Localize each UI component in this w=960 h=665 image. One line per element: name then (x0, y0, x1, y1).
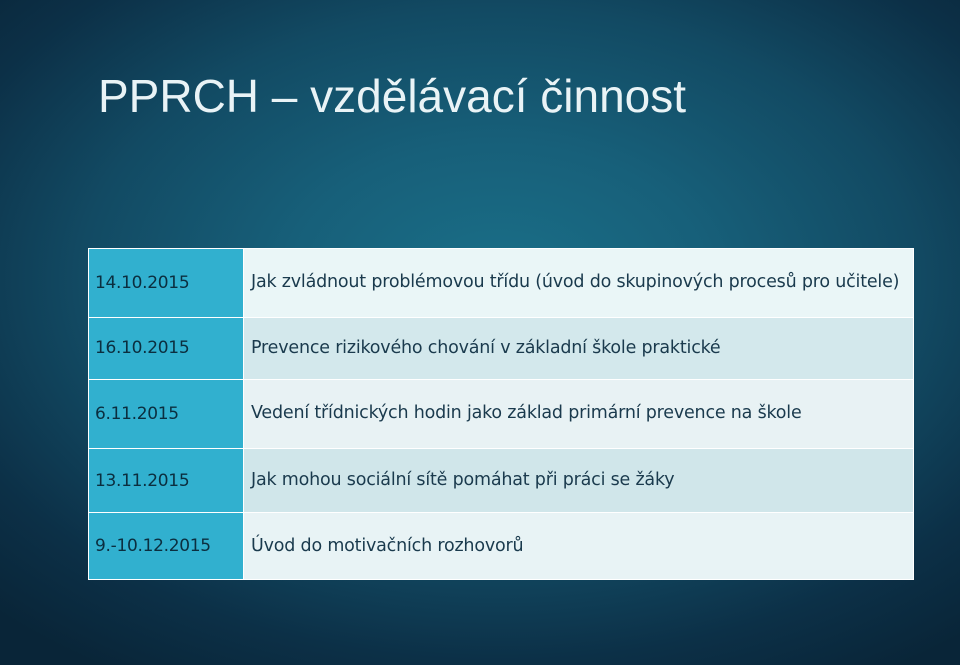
schedule-date: 16.10.2015 (89, 317, 244, 380)
schedule-topic: Prevence rizikového chování v základní škole praktické (244, 317, 914, 380)
schedule-topic: Vedení třídnických hodin jako základ primární prevence na škole (244, 380, 914, 449)
schedule-date: 9.-10.12.2015 (89, 513, 244, 580)
schedule-row (89, 448, 914, 513)
schedule-date: 14.10.2015 (89, 249, 244, 318)
schedule-topic: Úvod do motivačních rozhovorů (244, 513, 914, 580)
schedule-table (88, 248, 914, 580)
schedule-topic: Jak mohou sociální sítě pomáhat při práci se žáky (244, 448, 914, 513)
schedule-row (89, 380, 914, 449)
schedule-row (89, 249, 914, 318)
schedule-row (89, 317, 914, 380)
schedule-topic: Jak zvládnout problémovou třídu (úvod do skupinových procesů pro učitele) (244, 249, 914, 318)
schedule-date: 13.11.2015 (89, 448, 244, 513)
slide-title: PPRCH – vzdělávací činnost (98, 70, 687, 122)
schedule-date: 6.11.2015 (89, 380, 244, 449)
schedule-row (89, 513, 914, 580)
